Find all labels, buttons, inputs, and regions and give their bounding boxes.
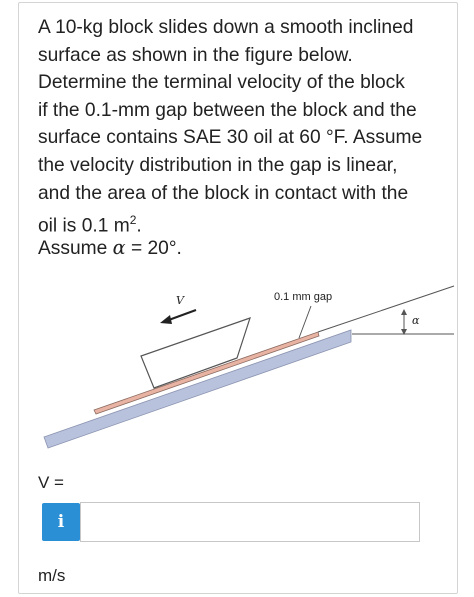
gap-label: 0.1 mm gap: [274, 291, 333, 303]
problem-line: A 10-kg block slides down a smooth inclined: [38, 17, 414, 38]
alpha-symbol: α: [112, 236, 126, 259]
assume-prefix: Assume: [38, 238, 113, 259]
problem-line: surface contains SAE 30 oil at 60 °F. Assume: [38, 127, 423, 149]
problem-line: and the area of the block in contact with the: [38, 182, 409, 204]
assume-value: 20°.: [147, 238, 182, 259]
problem-line: the velocity distribution in the gap is linear,: [38, 154, 398, 176]
area-exponent: 2: [129, 213, 137, 228]
problem-line: surface as shown in the figure below.: [38, 44, 353, 66]
gap-leader-line: [299, 306, 311, 338]
area-period: .: [136, 215, 142, 237]
problem-line: if the 0.1-mm gap between the block and the: [38, 99, 417, 121]
incline-top-line: [318, 286, 454, 332]
velocity-label: V: [176, 294, 184, 307]
angle-label: α: [412, 314, 420, 327]
assume-equals: =: [125, 238, 148, 259]
area-text: oil is 0.1 m: [38, 215, 130, 237]
problem-line: Determine the terminal velocity of the block: [38, 72, 405, 94]
incline-figure: [36, 280, 456, 460]
velocity-answer-input[interactable]: [80, 502, 420, 542]
angle-arrowhead-top: [401, 309, 407, 315]
assume-statement: [38, 236, 182, 260]
units-label: m/s: [38, 566, 66, 585]
problem-statement: [38, 14, 438, 240]
answer-label: V =: [38, 473, 64, 492]
info-icon[interactable]: i: [42, 503, 80, 541]
velocity-arrowhead: [160, 315, 172, 324]
